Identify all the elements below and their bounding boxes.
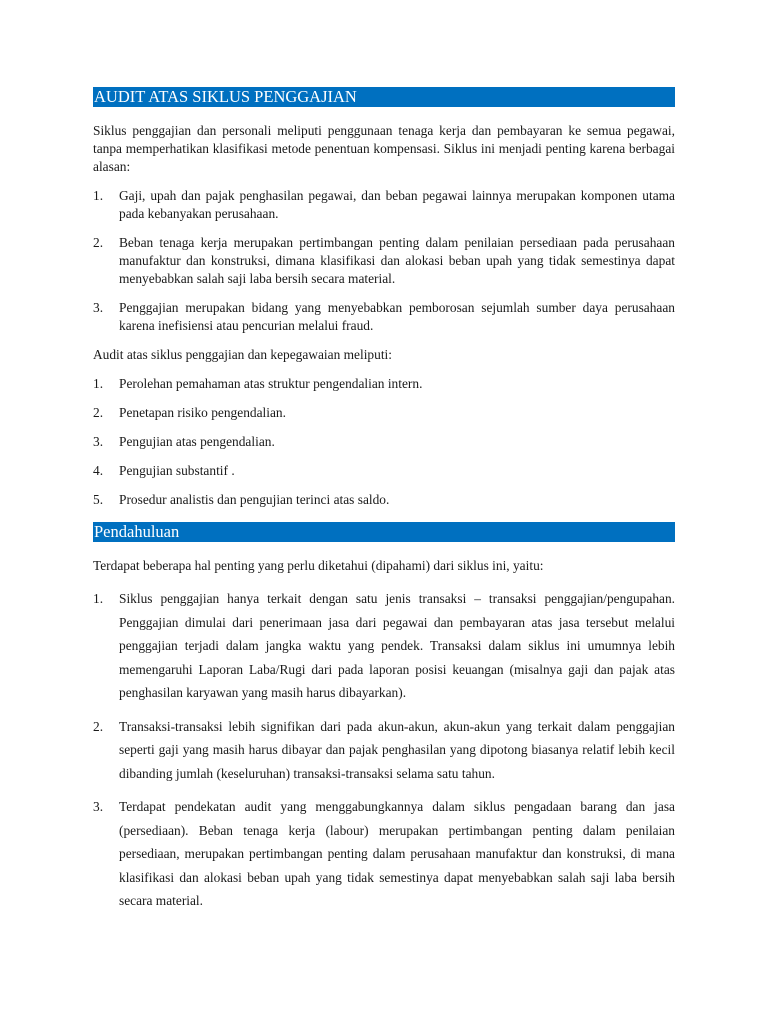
list-text: Terdapat pendekatan audit yang menggabungkannya dalam siklus pengadaan barang dan jasa (persediaan). Beban tenaga kerja (labour) merupakan pertimbangan penting dalam penilaian persediaan, merupakan pertimbangan penting dalam perusahaan manufaktur dan konstruksi, di mana klasifikasi dan alokasi beban upah yang tidak semestinya dapat menyebabkan salah saji laba bersih secara material. — [119, 799, 675, 908]
list-item — [93, 795, 675, 913]
list-item — [93, 715, 675, 786]
list-text: Prosedur analistis dan pengujian terinci atas saldo. — [119, 492, 390, 507]
list-text: Beban tenaga kerja merupakan pertimbangan penting dalam penilaian persediaan pada perusahaan manufaktur dan konstruksi, dimana klasifikasi dan alokasi beban upah yang tidak semestinya dapat menyebabkan salah saji laba bersih secara material. — [119, 235, 675, 286]
list-item — [93, 187, 675, 223]
list-text: Pengujian substantif . — [119, 463, 235, 478]
section-heading-audit: AUDIT ATAS SIKLUS PENGGAJIAN — [93, 87, 675, 107]
section-heading-pendahuluan: Pendahuluan — [93, 522, 675, 542]
list-text: Penggajian merupakan bidang yang menyebabkan pemborosan sejumlah sumber daya perusahaan karena inefisiensi atau pencurian melalui fraud. — [119, 300, 675, 333]
pendahuluan-intro-paragraph: Terdapat beberapa hal penting yang perlu diketahui (dipahami) dari siklus ini, yaitu: — [93, 558, 544, 573]
scope-list — [93, 375, 675, 509]
list-item — [93, 462, 675, 480]
list-number: 1. — [93, 188, 104, 203]
document-page — [93, 87, 675, 913]
list-text: Pengujian atas pengendalian. — [119, 434, 275, 449]
list-item — [93, 404, 675, 422]
list-number: 2. — [93, 405, 104, 420]
list-number: 2. — [93, 235, 104, 250]
list-number: 4. — [93, 463, 104, 478]
list-item — [93, 433, 675, 451]
list-number: 1. — [93, 376, 104, 391]
list-number: 1. — [93, 591, 104, 606]
list-item — [93, 234, 675, 288]
reasons-list — [93, 187, 675, 335]
list-text: Siklus penggajian hanya terkait dengan satu jenis transaksi – transaksi penggajian/pengupahan. Penggajian dimulai dari penerimaan jasa dari pegawai dan pembayaran atas jasa tersebut melalui penggajian terjadi dalam jangka waktu yang pendek. Transaksi dalam siklus ini umumnya lebih memengaruhi Laporan Laba/Rugi dari pada laporan posisi keuangan (misalnya gaji dan pajak atas penghasilan karyawan yang masih harus dibayarkan). — [119, 591, 675, 700]
list-number: 3. — [93, 300, 104, 315]
list-text: Transaksi-transaksi lebih signifikan dari pada akun-akun, akun-akun yang terkait dalam penggajian seperti gaji yang masih harus dibayar dan pajak penghasilan yang dipotong biasanya relatif lebih kecil dibanding jumlah (keseluruhan) transaksi-transaksi selama satu tahun. — [119, 718, 675, 781]
list-text: Penetapan risiko pengendalian. — [119, 405, 286, 420]
list-item — [93, 299, 675, 335]
scope-intro-paragraph: Audit atas siklus penggajian dan kepegawaian meliputi: — [93, 347, 392, 362]
pendahuluan-list — [93, 587, 675, 913]
intro-paragraph: Siklus penggajian dan personali meliputi penggunaan tenaga kerja dan pembayaran ke semua pegawai, tanpa memperhatikan klasifikasi metode penentuan kompensasi. Siklus ini menjadi penting karena berbagai alasan: — [93, 123, 675, 174]
list-item — [93, 375, 675, 393]
list-number: 3. — [93, 799, 104, 814]
list-item — [93, 491, 675, 509]
list-number: 3. — [93, 434, 104, 449]
list-item — [93, 587, 675, 705]
list-text: Gaji, upah dan pajak penghasilan pegawai, dan beban pegawai lainnya merupakan komponen utama pada kebanyakan perusahaan. — [119, 188, 675, 221]
list-text: Perolehan pemahaman atas struktur pengendalian intern. — [119, 376, 423, 391]
list-number: 2. — [93, 718, 104, 734]
list-number: 5. — [93, 492, 104, 507]
